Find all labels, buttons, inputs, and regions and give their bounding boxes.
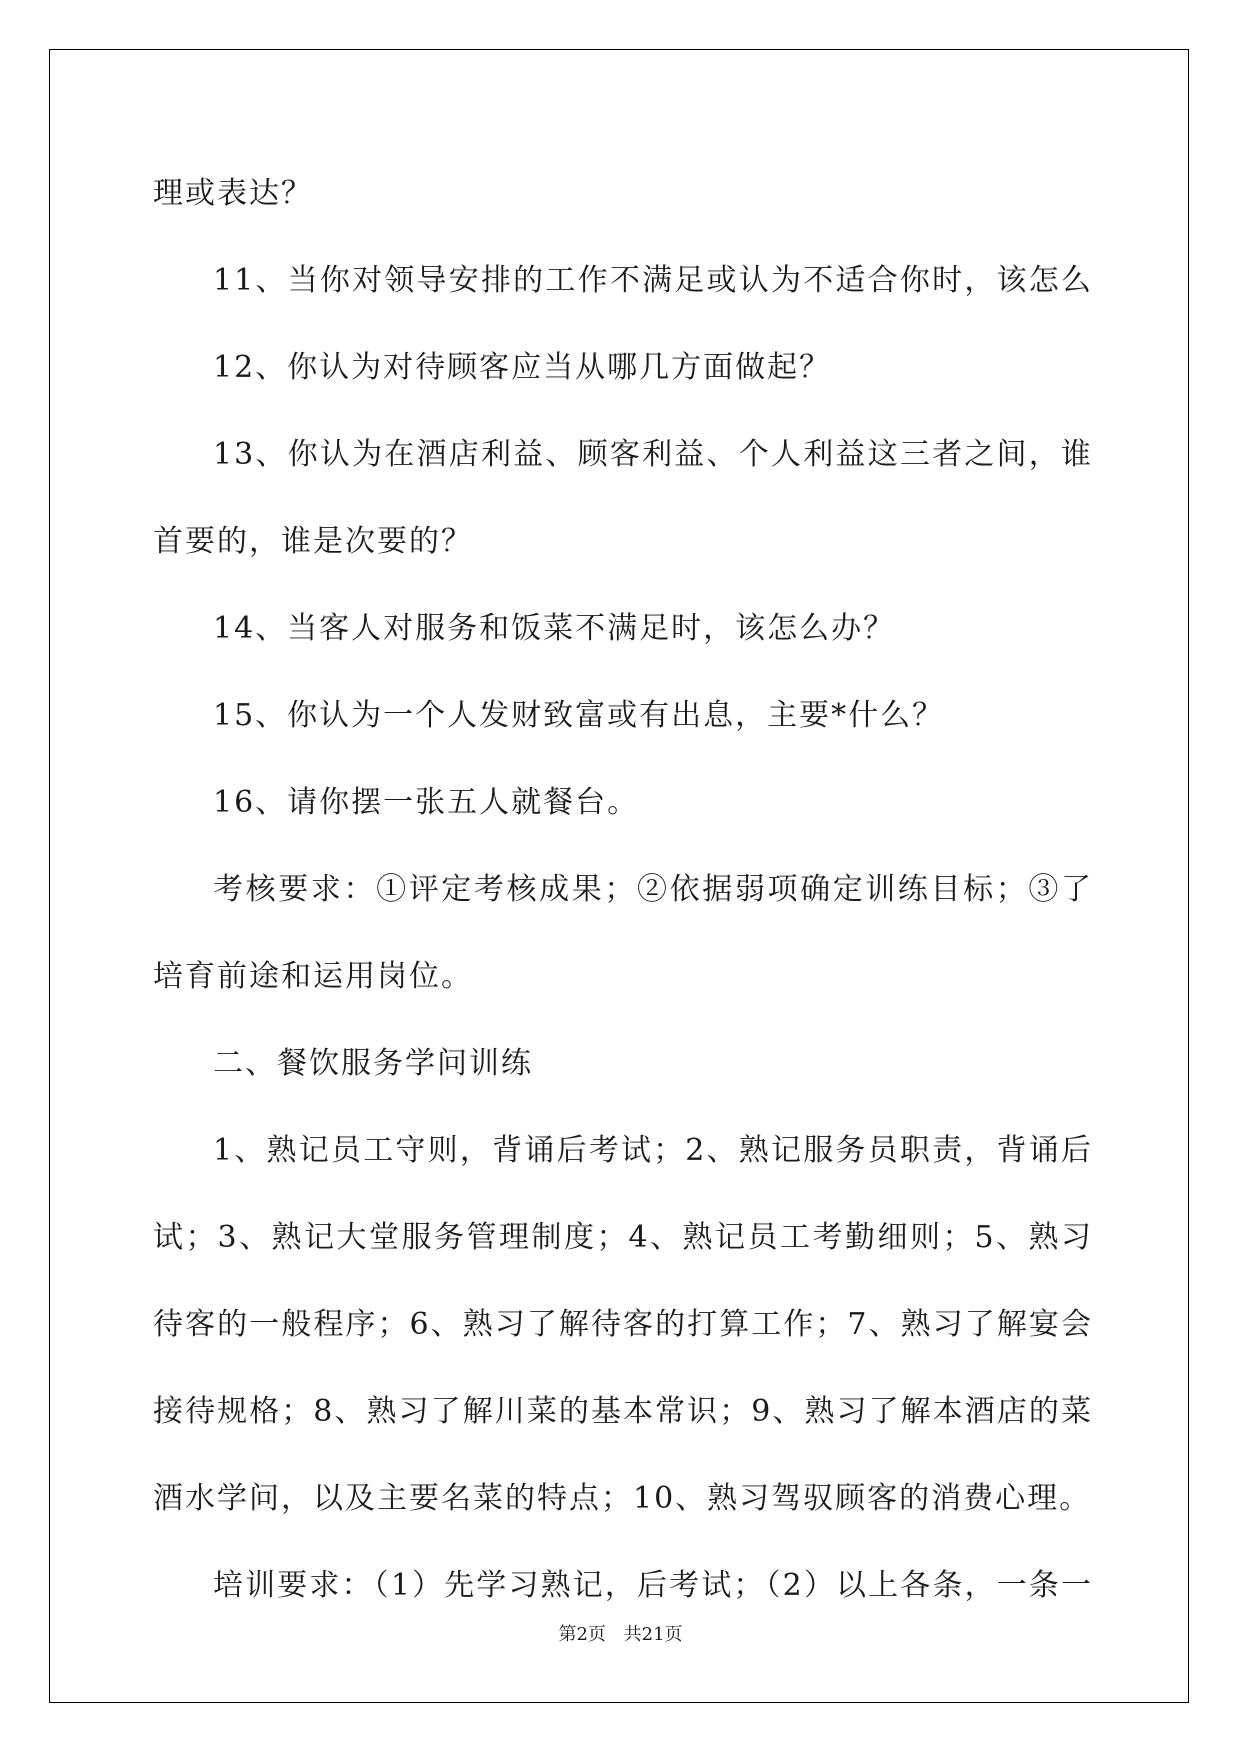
page-total: 共21页 (623, 1624, 683, 1645)
text-line: 1、熟记员工守则，背诵后考试；2、熟记服务员职责，背诵后 (213, 1133, 1093, 1168)
text-line: 培训要求：（1）先学习熟记，后考试；（2）以上各条，一条一 (213, 1568, 1093, 1603)
text-line: 酒水学问，以及主要名菜的特点；10、熟习驾驭顾客的消费心理。 (153, 1481, 1092, 1516)
text-line: 15、你认为一个人发财致富或有出息，主要*什么？ (213, 698, 945, 733)
text-line: 接待规格；8、熟习了解川菜的基本常识；9、熟习了解本酒店的菜 (153, 1394, 1093, 1429)
text-line: 13、你认为在酒店利益、顾客利益、个人利益这三者之间，谁 (213, 437, 1093, 472)
text-line: 11、当你对领导安排的工作不满足或认为不适合你时，该怎么 (213, 263, 1093, 298)
text-line: 14、当客人对服务和饭菜不满足时，该怎么办？ (213, 611, 896, 646)
text-line: 待客的一般程序；6、熟习了解待客的打算工作；7、熟习了解宴会 (153, 1307, 1093, 1342)
text-line: 培育前途和运用岗位。 (153, 959, 473, 994)
text-line: 试；3、熟记大堂服务管理制度；4、熟记员工考勤细则；5、熟习 (153, 1220, 1093, 1255)
page-number: 第2页 (558, 1624, 606, 1645)
page-footer (0, 1620, 1241, 1646)
text-line: 理或表达？ (153, 176, 313, 211)
section-heading: 二、餐饮服务学问训练 (213, 1046, 533, 1081)
text-line: 首要的，谁是次要的？ (153, 524, 473, 559)
text-line: 12、你认为对待顾客应当从哪几方面做起？ (213, 350, 832, 385)
document-body (153, 150, 1093, 1629)
text-line: 考核要求：①评定考核成果；②依据弱项确定训练目标；③了 (213, 872, 1093, 907)
text-line: 16、请你摆一张五人就餐台。 (213, 785, 640, 820)
